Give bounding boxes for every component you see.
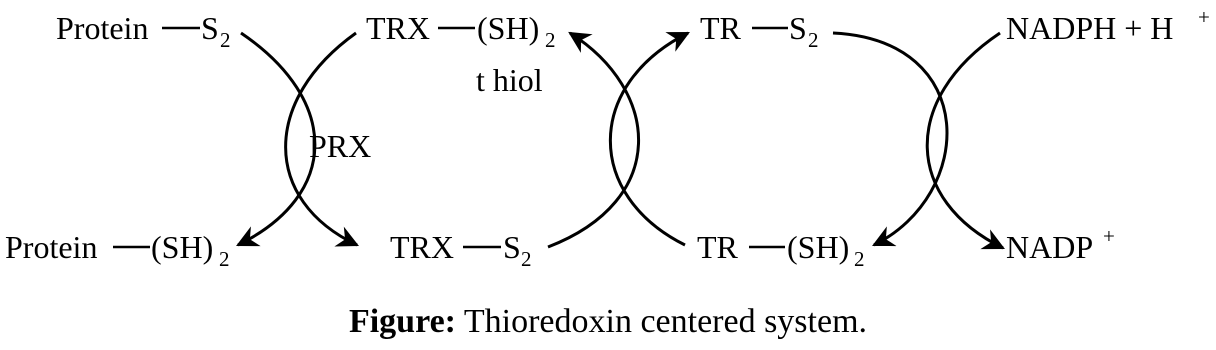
protein-sh2-main: Protein: [5, 229, 98, 265]
nadph-text: NADPH + H: [1006, 10, 1174, 46]
protein-sh2-subscript: 2: [219, 247, 230, 271]
tr-sh2-main: TR: [697, 229, 738, 265]
figure-caption: [0, 300, 1216, 344]
protein-s2-main: Protein: [56, 10, 149, 46]
trx-s2-main: TRX: [390, 229, 454, 265]
tr-s2-main: TR: [700, 10, 741, 46]
protein-s2-group: S: [201, 10, 219, 46]
tr-s2-subscript: 2: [808, 28, 819, 52]
trx-sh2-subscript: 2: [545, 28, 556, 52]
caption-bold-label: Figure:: [348, 303, 456, 340]
trx-s2-node: [390, 229, 532, 271]
tr-s2-group: S: [789, 10, 807, 46]
arrow-nadph-oxidation: [927, 33, 1003, 248]
nadp-node: [1006, 224, 1115, 265]
tr-sh2-subscript: 2: [854, 247, 865, 271]
protein-s2-subscript: 2: [220, 28, 231, 52]
trx-sh2-group: (SH): [477, 10, 540, 46]
arrow-tr-oxidation: [610, 33, 688, 245]
caption-text: Thioredoxin centered system.: [455, 303, 868, 340]
thiol-label: t hiol: [476, 62, 543, 98]
nadp-superscript: +: [1103, 224, 1115, 248]
nadp-text: NADP: [1006, 229, 1094, 265]
nadph-node: [1006, 5, 1210, 46]
trx-sh2-main: TRX: [366, 10, 430, 46]
arrow-trx-reduction: [548, 33, 639, 247]
arrow-tr-reduction: [833, 33, 947, 245]
trx-sh2-node: [366, 10, 556, 52]
tr-sh2-group: (SH): [787, 229, 850, 265]
trx-s2-group: S: [503, 229, 521, 265]
protein-s2-node: [56, 10, 231, 52]
nadph-superscript: +: [1198, 5, 1210, 29]
arrow-protein-reduction: [238, 33, 315, 245]
prx-label: PRX: [309, 128, 372, 164]
protein-sh2-node: [5, 229, 230, 271]
protein-sh2-group: (SH): [151, 229, 214, 265]
tr-sh2-node: [697, 229, 865, 271]
trx-s2-subscript: 2: [521, 247, 532, 271]
tr-s2-node: [700, 10, 819, 52]
